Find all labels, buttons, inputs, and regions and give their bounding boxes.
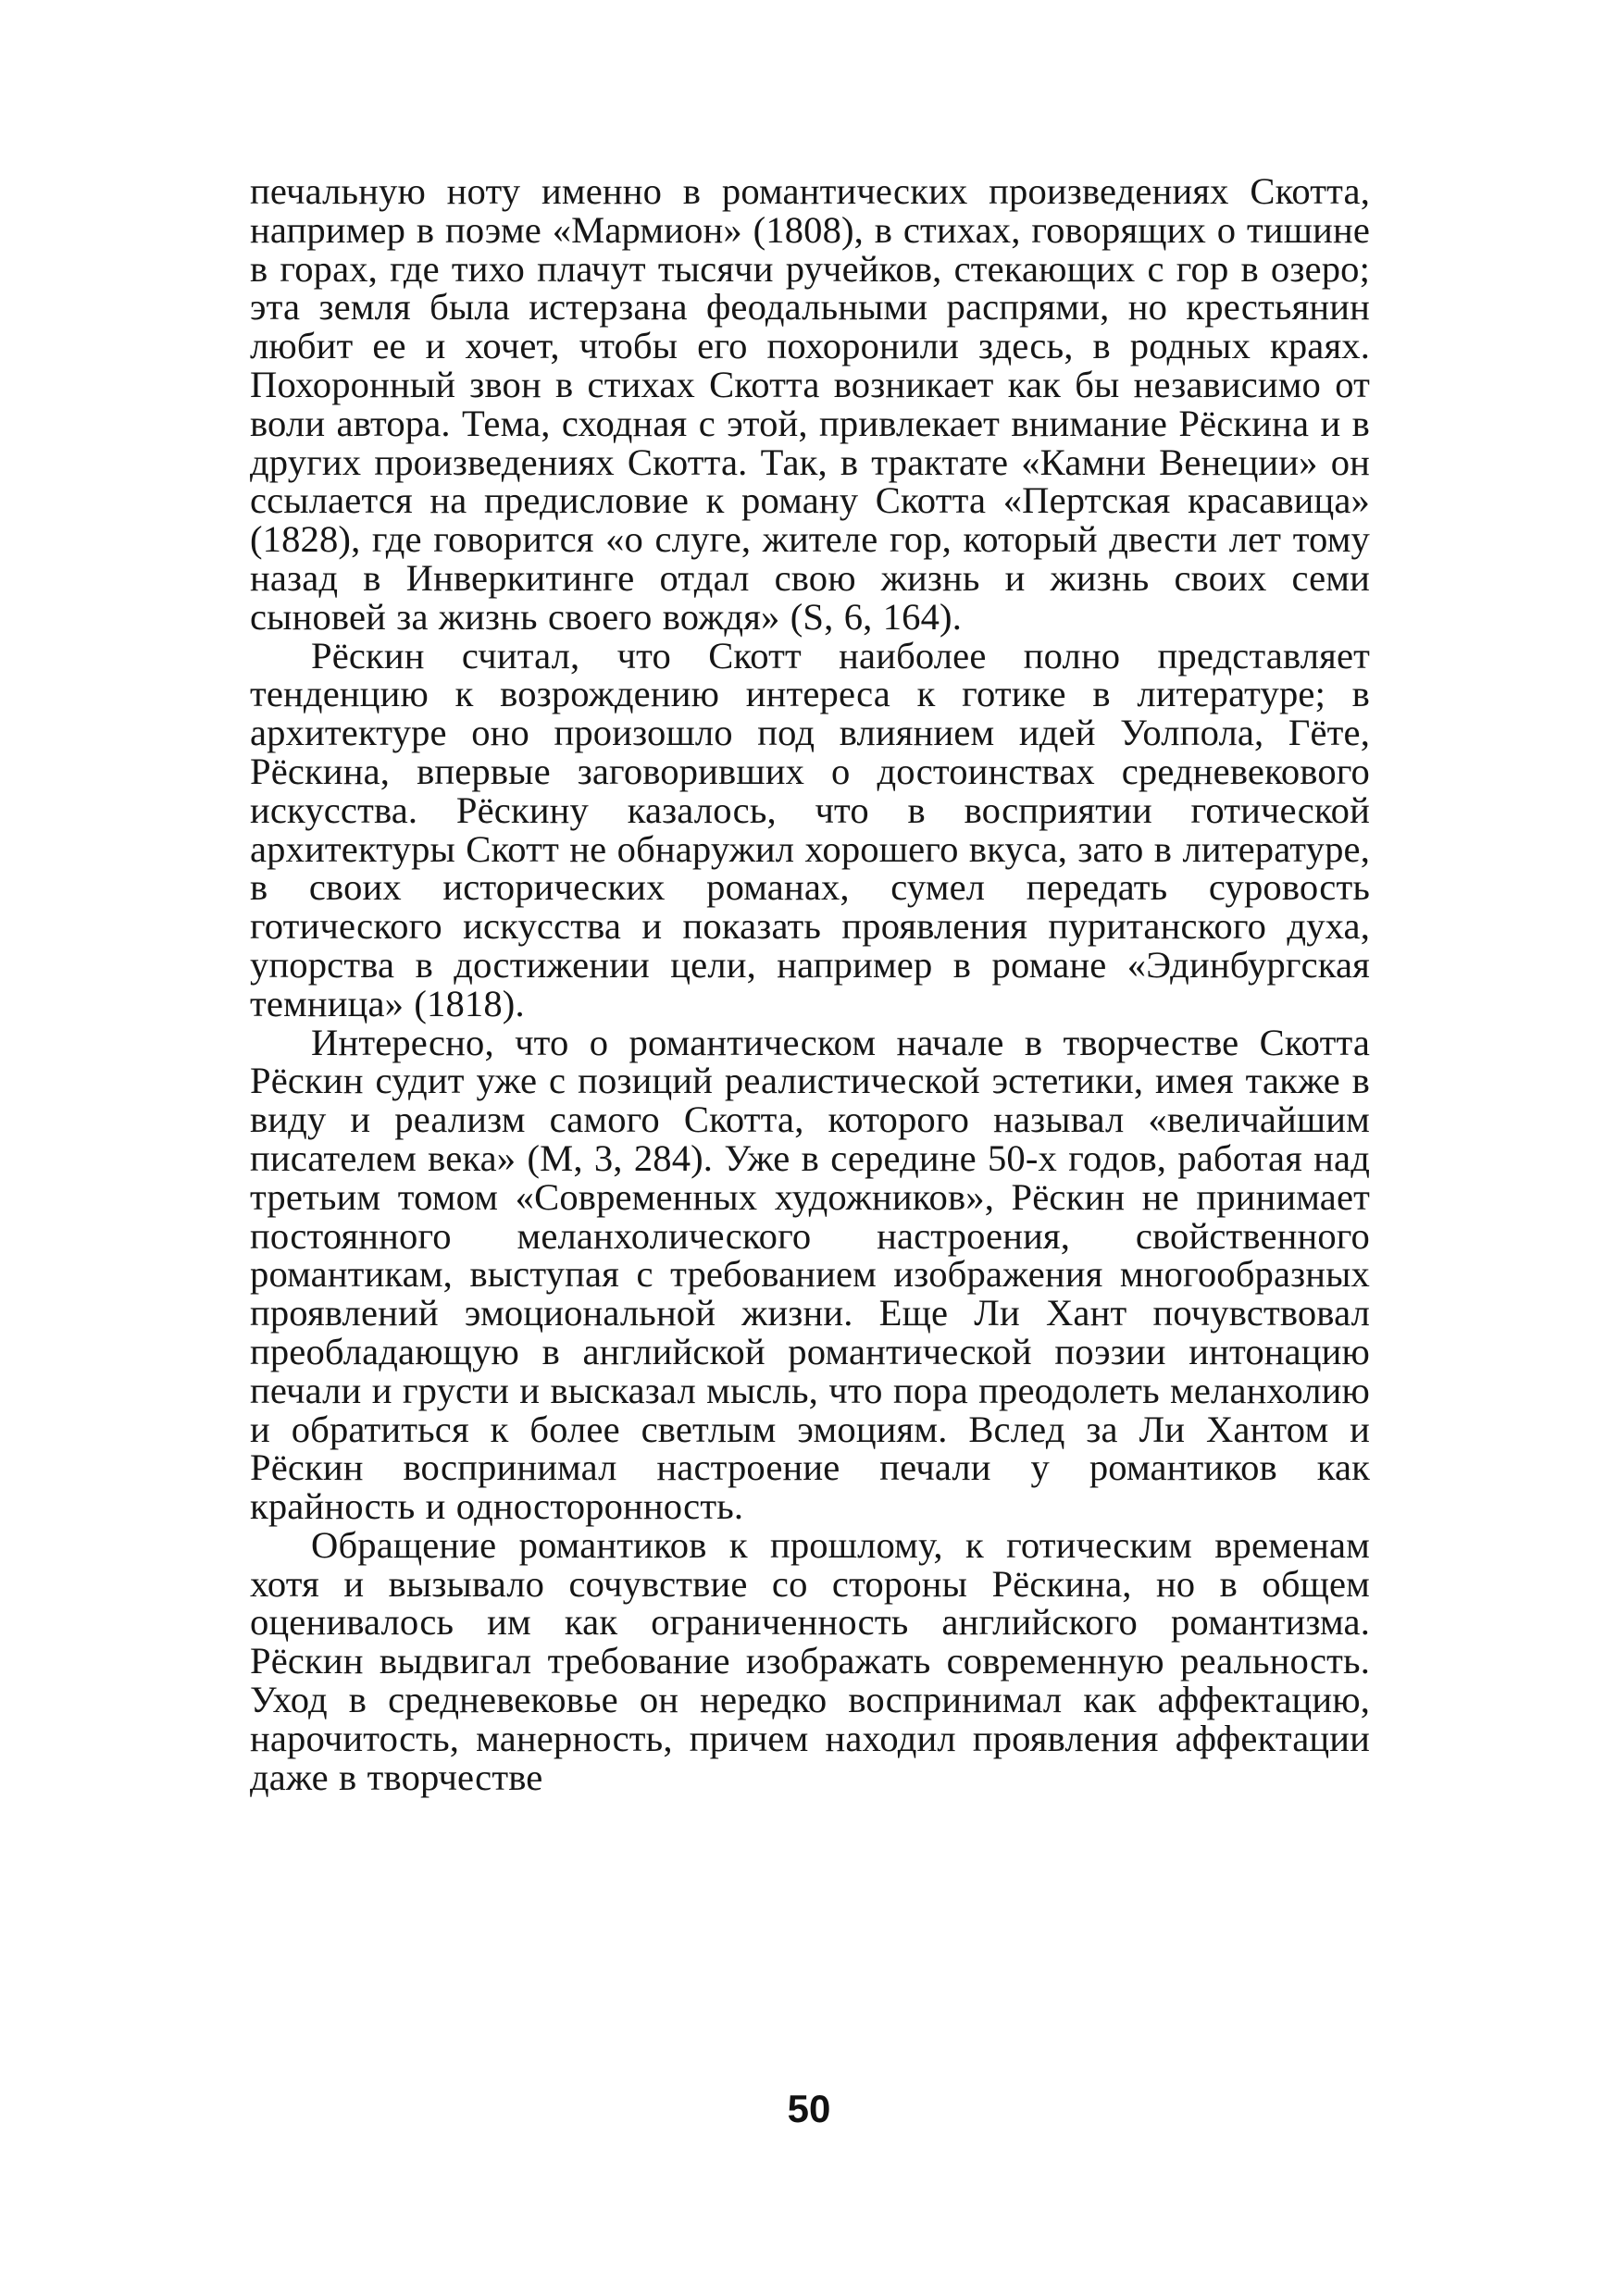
- page-text-block: [250, 172, 1370, 2116]
- paragraph-2: Рёскин считал, что Скотт наиболее полно представляет тенденцию к возрождению интереса к готике в литературе; в архитектуре оно произошло под влиянием идей Уолпола, Гёте, Рёскина, впервые заговоривших о достоинствах средневекового искусства. Рёскину казалось, что в восприятии готической архитектуры Скотт не обнаружил хорошего вкуса, зато в литературе, в своих исторических романах, сумел передать суровость готического искусства и показать проявления пуританского духа, упорства в достижении цели, например в романе «Эдинбургская темница» (1818).: [250, 634, 1370, 1024]
- paragraph-4: Обращение романтиков к прошлому, к готическим временам хотя и вызывало сочувствие со стороны Рёскина, но в общем оценивалось им как ограниченность английского романтизма. Рёскин выдвигал требование изображать современную реальность. Уход в средневековье он нередко воспринимал как аффектацию, нарочитость, манерность, причем находил проявления аффектации даже в творчестве: [250, 1523, 1370, 1798]
- paragraph-3: Интересно, что о романтическом начале в творчестве Скотта Рёскин судит уже с позиций реалистической эстетики, имея также в виду и реализм самого Скотта, которого называл «величайшим писателем века» (М, 3, 284). Уже в середине 50-х годов, работая над третьим томом «Современных художников», Рёскин не принимает постоянного меланхолического настроения, свойственного романтикам, выступая с требованием изображения многообразных проявлений эмоциональной жизни. Еще Ли Хант почувствовал преобладающую в английской романтической поэзии интонацию печали и грусти и высказал мысль, что пора преодолеть меланхолию и обратиться к более светлым эмоциям. Вслед за Ли Хантом и Рёскин воспринимал настроение печали у романтиков как крайность и односторонность.: [250, 1021, 1370, 1528]
- page-number: 50: [787, 2087, 831, 2130]
- paragraph-1: печальную ноту именно в романтических произведениях Скотта, например в поэме «Мармион» (1808), в стихах, говорящих о тишине в горах, где тихо плачут тысячи ручейков, стекающих с гор в озеро; эта земля была истерзана феодальными распрями, но крестьянин любит ее и хочет, чтобы его похоронили здесь, в родных краях. Похоронный звон в стихах Скотта возникает как бы независимо от воли автора. Тема, сходная с этой, привлекает внимание Рёскина и в других произведениях Скотта. Так, в трактате «Камни Венеции» он ссылается на предисловие к роману Скотта «Пертская красавица» (1828), где говорится «о слуге, жителе гор, который двести лет тому назад в Инверкитинге отдал свою жизнь и жизнь своих семи сыновей за жизнь своего вождя» (S, 6, 164).: [250, 170, 1370, 638]
